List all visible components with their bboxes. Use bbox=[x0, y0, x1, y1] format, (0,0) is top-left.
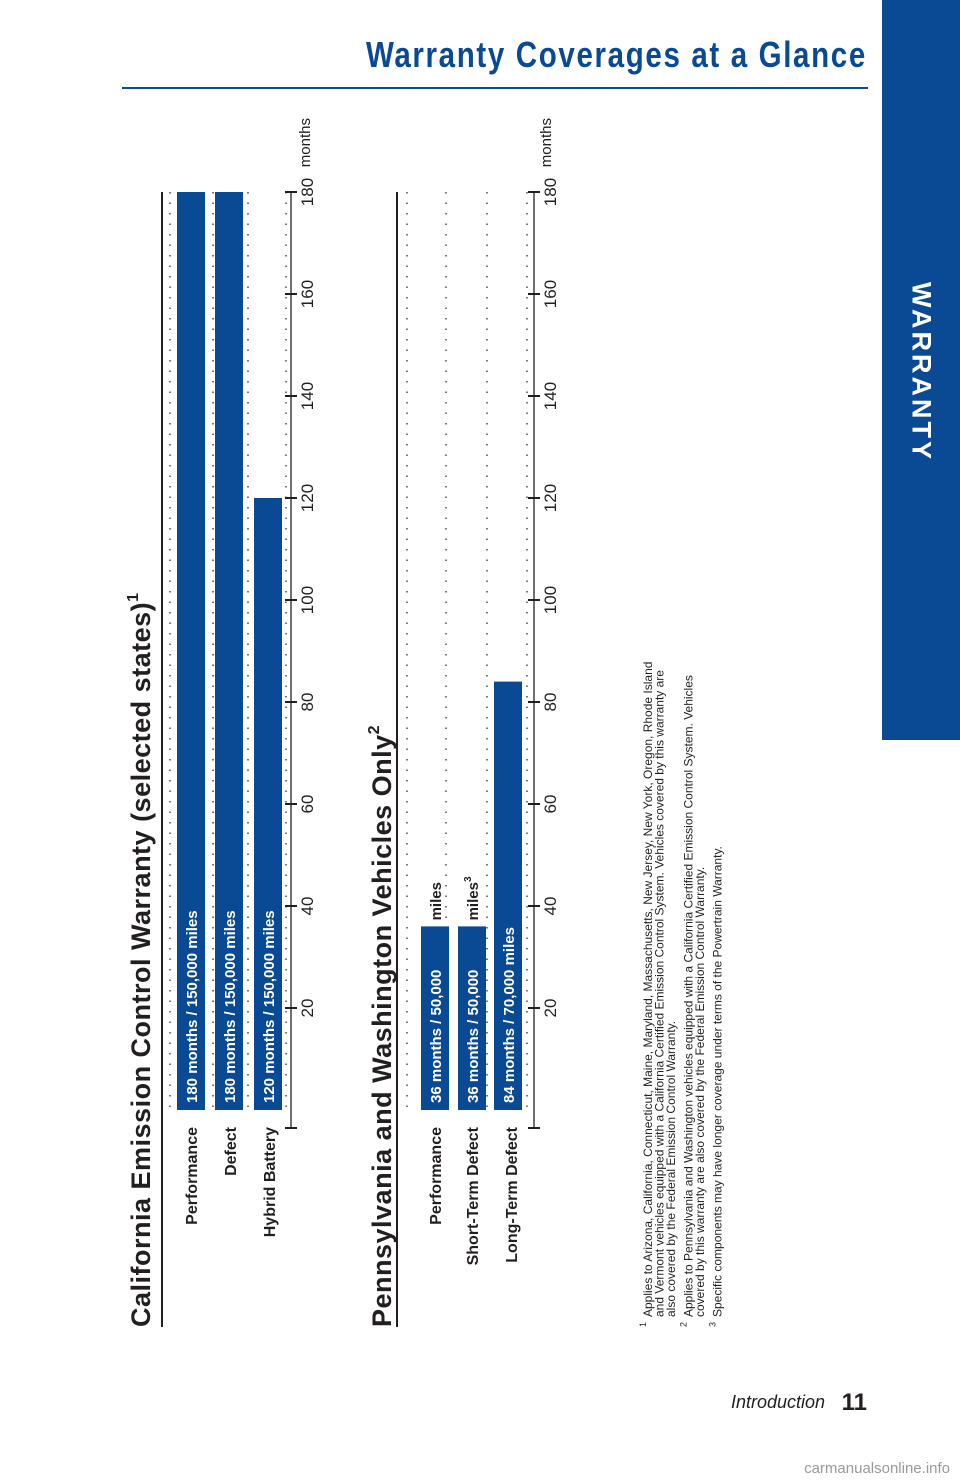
footnotes bbox=[638, 662, 725, 1327]
footer-section-label: Introduction bbox=[730, 1392, 825, 1412]
tick-label: 160 bbox=[298, 279, 317, 309]
chart-title-text: California Emission Control Warranty (selected states) bbox=[126, 601, 156, 1327]
category-label: Long-Term Defect bbox=[504, 1127, 521, 1263]
footnote-line: Specific components may have longer coverage under terms of the Powertrain Warranty. bbox=[710, 846, 725, 1317]
bar-label: 36 months / 50,000 bbox=[465, 969, 482, 1103]
tick-label: 60 bbox=[298, 794, 317, 814]
tick-label: 140 bbox=[298, 381, 317, 411]
bar-outside-superscript: 3 bbox=[463, 876, 474, 883]
bar-outside-label bbox=[428, 882, 445, 920]
footnote-line: and Vermont vehicles equipped with a California Certified Emission Control System. Vehicles covered by this warranty are bbox=[652, 670, 667, 1317]
footnote-mark: 2 bbox=[678, 1321, 689, 1327]
footnote-line: covered by this warranty are also covered by the Federal Emission Control Warranty. bbox=[693, 866, 707, 1317]
chart-title bbox=[125, 592, 156, 1327]
bar-label: 84 months / 70,000 miles bbox=[501, 927, 518, 1103]
unit-label: months bbox=[297, 118, 314, 168]
tick-label: 120 bbox=[541, 483, 560, 513]
tick-label: 180 bbox=[541, 177, 560, 207]
bar-outside-label-text: miles bbox=[428, 882, 445, 921]
footnote-mark: 3 bbox=[707, 1321, 718, 1327]
chart-2 bbox=[366, 118, 560, 1327]
bar-label: 36 months / 50,000 bbox=[428, 969, 445, 1103]
watermark-text: carmanualsonline.info bbox=[804, 1460, 950, 1477]
page-number: 11 bbox=[841, 1389, 867, 1416]
chart-title bbox=[366, 725, 397, 1327]
tick-label: 60 bbox=[541, 794, 560, 814]
unit-label: months bbox=[538, 118, 555, 168]
chart-title-text: Pennsylvania and Washington Vehicles Only bbox=[367, 734, 397, 1327]
category-label: Hybrid Battery bbox=[262, 1127, 279, 1238]
tick-label: 180 bbox=[298, 177, 317, 207]
chart-1 bbox=[125, 118, 317, 1327]
category-label: Performance bbox=[184, 1127, 201, 1225]
bar-label: 180 months / 150,000 miles bbox=[222, 910, 239, 1103]
category-label: Performance bbox=[428, 1127, 445, 1225]
tick-label: 40 bbox=[541, 896, 560, 916]
tick-label: 20 bbox=[541, 998, 560, 1018]
bar-outside-label bbox=[463, 876, 482, 920]
tick-label: 80 bbox=[541, 692, 560, 712]
tick-label: 100 bbox=[298, 585, 317, 615]
tick-label: 80 bbox=[298, 692, 317, 712]
tick-label: 20 bbox=[298, 998, 317, 1018]
footnote-line: also covered by the Federal Emission Control Warranty. bbox=[664, 1020, 678, 1317]
footnote-line: Applies to Arizona, California, Connecticut, Maine, Maryland, Massachusetts, New Jersey, New York, Oregon, Rhode Island bbox=[641, 661, 655, 1317]
side-tab-label: WARRANTY bbox=[906, 282, 937, 462]
bar-label: 120 months / 150,000 miles bbox=[261, 910, 278, 1103]
category-label: Defect bbox=[223, 1127, 240, 1176]
footnote-mark: 1 bbox=[638, 1321, 648, 1327]
chart-title-superscript: 1 bbox=[125, 592, 142, 602]
tick-label: 40 bbox=[298, 896, 317, 916]
category-label: Short-Term Defect bbox=[465, 1127, 482, 1266]
tick-label: 100 bbox=[541, 585, 560, 615]
tick-label: 120 bbox=[298, 483, 317, 513]
page-title: Warranty Coverages at a Glance bbox=[366, 34, 867, 75]
bar-outside-label-text: miles bbox=[465, 882, 482, 921]
chart-title-superscript: 2 bbox=[366, 724, 383, 735]
tick-label: 160 bbox=[541, 279, 560, 309]
tick-label: 140 bbox=[541, 381, 560, 411]
footnote-line: Applies to Pennsylvania and Washington vehicles equipped with a California Certified Emission Control System. Vehicles bbox=[681, 675, 696, 1317]
bar-label: 180 months / 150,000 miles bbox=[184, 910, 201, 1103]
